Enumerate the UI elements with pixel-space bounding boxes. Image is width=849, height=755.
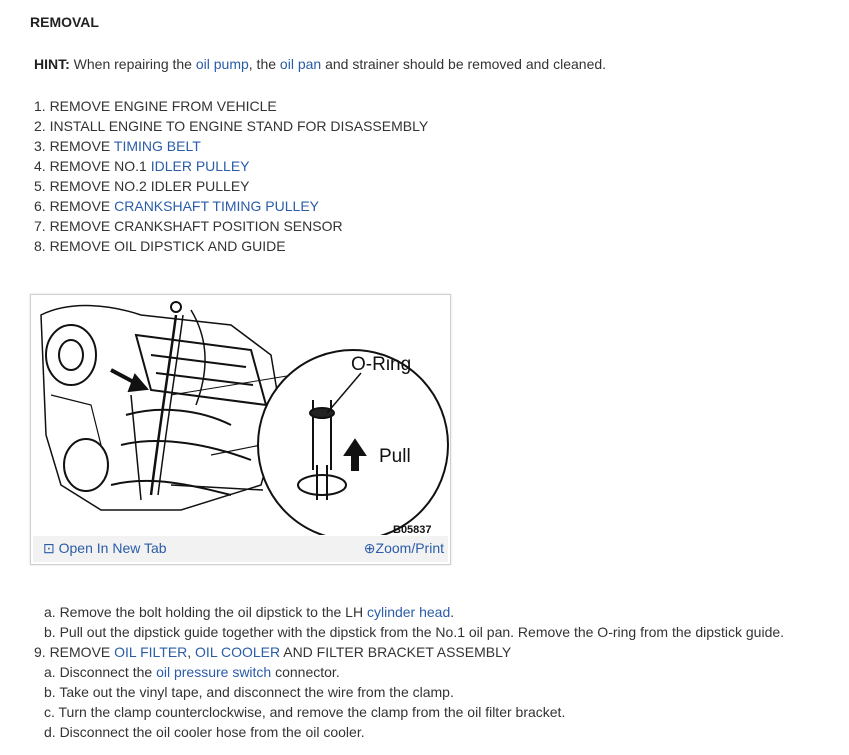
- step-9: [34, 642, 784, 662]
- step-9-substep-c: c. Turn the clamp counterclockwise, and remove the clamp from the oil filter bracket.: [44, 704, 566, 720]
- external-tab-icon: ⊡: [43, 540, 59, 556]
- step-8: 8. REMOVE OIL DIPSTICK AND GUIDE: [34, 238, 286, 254]
- substep-a-text: a. Remove the bolt holding the oil dipstick to the LH: [44, 604, 367, 620]
- hint-paragraph: [34, 56, 606, 72]
- removal-steps-list: [34, 96, 428, 256]
- substep-b: b. Pull out the dipstick guide together with the dipstick from the No.1 oil pan. Remove the O-ring from the dipstick guide.: [44, 624, 785, 640]
- step-9-comma: ,: [187, 644, 196, 660]
- dipstick-figure: [30, 294, 451, 565]
- oring-label: O-Ring: [351, 354, 412, 375]
- oil-pressure-switch-link[interactable]: oil pressure switch: [156, 664, 272, 680]
- hint-text-1: When repairing the: [69, 56, 196, 72]
- step-2: 2. INSTALL ENGINE TO ENGINE STAND FOR DISASSEMBLY: [34, 118, 429, 134]
- idler-pulley-link[interactable]: IDLER PULLEY: [150, 158, 250, 174]
- oil-pan-link[interactable]: oil pan: [279, 56, 322, 72]
- hint-text-2: , the: [248, 56, 280, 72]
- zoom-print-link[interactable]: [364, 540, 444, 557]
- step-9-substep-a: [34, 662, 784, 682]
- step-9-substep-b: b. Take out the vinyl tape, and disconnect the wire from the clamp.: [44, 684, 454, 700]
- step-1: 1. REMOVE ENGINE FROM VEHICLE: [34, 98, 277, 114]
- figure-code: B05837: [393, 524, 432, 535]
- pull-label: Pull: [379, 446, 411, 467]
- section-heading: REMOVAL: [30, 14, 99, 30]
- magnifier-plus-icon: ⊕: [363, 540, 376, 556]
- step-9-a-text: a. Disconnect the: [44, 664, 157, 680]
- substep-a: [34, 602, 784, 622]
- figure-toolbar: [33, 536, 448, 562]
- open-in-new-tab-link[interactable]: [43, 540, 167, 557]
- hint-text-3: and strainer should be removed and cleaned.: [321, 56, 607, 72]
- step-9-substep-d: d. Disconnect the oil cooler hose from the oil cooler.: [44, 724, 365, 740]
- step-4-text: 4. REMOVE NO.1: [34, 158, 151, 174]
- step-7: 7. REMOVE CRANKSHAFT POSITION SENSOR: [34, 218, 343, 234]
- engine-diagram: [31, 295, 450, 535]
- oil-filter-link[interactable]: OIL FILTER: [114, 644, 188, 660]
- step-5: 5. REMOVE NO.2 IDLER PULLEY: [34, 178, 250, 194]
- step-6-text: 6. REMOVE: [34, 198, 115, 214]
- cylinder-head-link[interactable]: cylinder head: [366, 604, 451, 620]
- open-in-new-tab-label: Open In New Tab: [58, 540, 167, 556]
- crankshaft-timing-pulley-link[interactable]: CRANKSHAFT TIMING PULLEY: [114, 198, 319, 214]
- step-6: [34, 196, 428, 216]
- step-9-a-end: connector.: [271, 664, 340, 680]
- step-9-text: 9. REMOVE: [34, 644, 115, 660]
- step-4: [34, 156, 428, 176]
- hint-label: HINT:: [34, 56, 70, 72]
- substeps-list: [34, 602, 784, 742]
- oil-pump-link[interactable]: oil pump: [195, 56, 249, 72]
- substep-a-end: .: [450, 604, 455, 620]
- step-9-end: AND FILTER BRACKET ASSEMBLY: [280, 644, 512, 660]
- step-3-text: 3. REMOVE: [34, 138, 114, 154]
- oil-cooler-link[interactable]: OIL COOLER: [195, 644, 281, 660]
- zoom-print-label: Zoom/Print: [375, 540, 444, 556]
- step-3: [34, 136, 428, 156]
- timing-belt-link[interactable]: TIMING BELT: [113, 138, 201, 154]
